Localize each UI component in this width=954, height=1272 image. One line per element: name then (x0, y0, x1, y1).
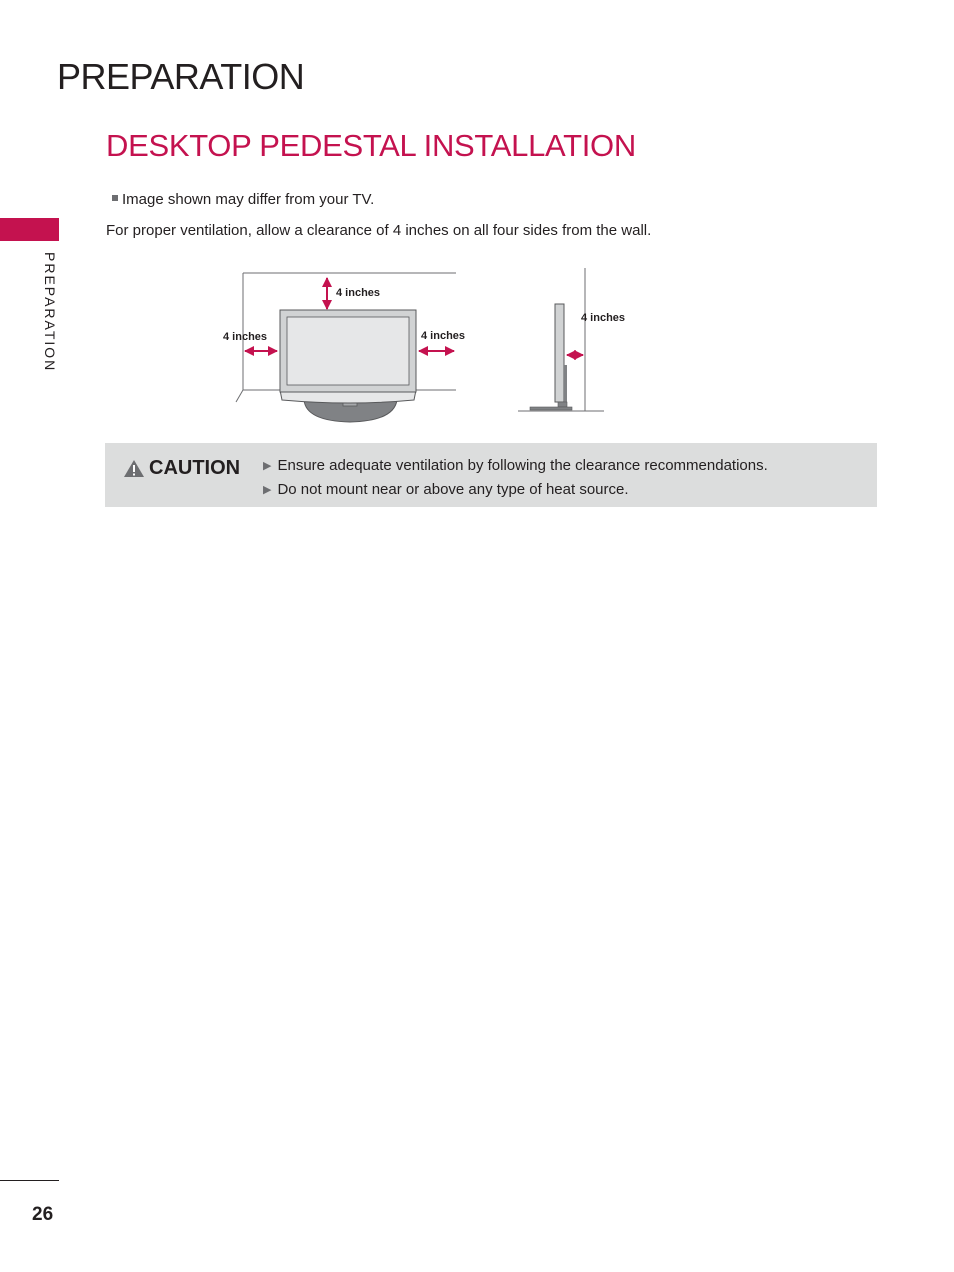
caution-header (123, 457, 240, 480)
clearance-diagram (200, 260, 640, 430)
top-clearance-label: 4 inches (336, 287, 381, 299)
front-view-diagram (223, 273, 465, 422)
side-view-diagram (518, 268, 625, 411)
caution-title: CAUTION (149, 457, 241, 479)
triangle-bullet-icon: ▶ (263, 484, 272, 496)
right-clearance-label: 4 inches (421, 330, 466, 342)
ventilation-intro: For proper ventilation, allow a clearance of 4 inches on all four sides from the wall. (106, 222, 652, 239)
page-header: PREPARATION (57, 56, 305, 97)
triangle-bullet-icon: ▶ (263, 460, 272, 472)
footer-divider (0, 1180, 59, 1181)
side-clearance-label: 4 inches (581, 312, 626, 324)
caution-item-text: Ensure adequate ventilation by following the clearance recommendations. (277, 457, 768, 474)
warning-triangle-icon (123, 459, 145, 478)
caution-list (263, 454, 768, 502)
square-bullet-icon (112, 195, 118, 201)
image-note (112, 191, 374, 208)
caution-item (263, 478, 768, 502)
left-clearance-label: 4 inches (223, 331, 268, 343)
side-tab-marker (0, 218, 59, 241)
image-note-text: Image shown may differ from your TV. (122, 191, 375, 208)
caution-item-text: Do not mount near or above any type of heat source. (277, 481, 629, 498)
caution-item (263, 454, 768, 478)
section-title: DESKTOP PEDESTAL INSTALLATION (106, 128, 636, 163)
page-number: 26 (32, 1204, 54, 1225)
caution-box (105, 443, 877, 507)
side-tab-label: PREPARATION (42, 252, 58, 373)
